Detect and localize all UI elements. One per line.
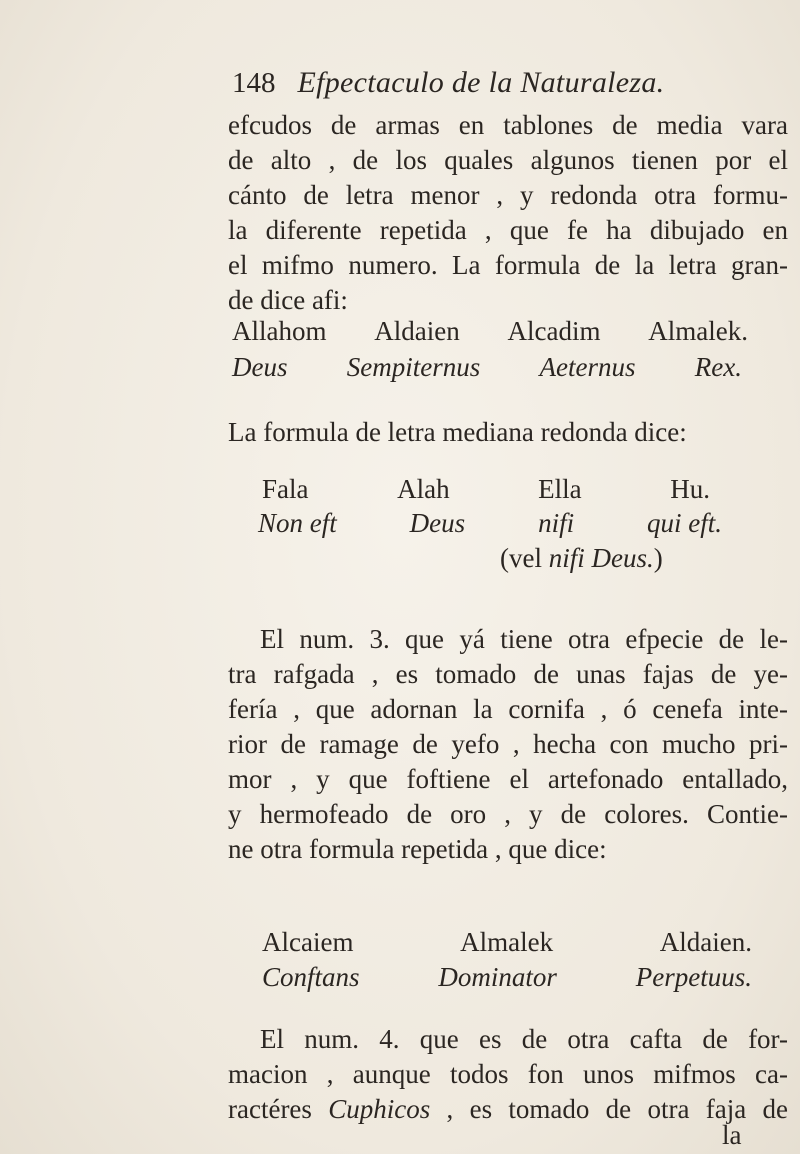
variant-text: nifi Deus. [548, 543, 654, 573]
formula-word: Alah [397, 474, 450, 504]
text-line: ne otra formula repetida , que dice: [228, 834, 607, 864]
italic-term: Cuphicos [328, 1094, 431, 1124]
formula-word: Sempiternus [346, 352, 481, 382]
text-line: cánto de letra menor , y redonda otra formu- [228, 180, 788, 210]
formula-word: Deus [232, 352, 288, 382]
formula-word: Deus [409, 508, 466, 538]
text-line: la diferente repetida , que fe ha dibujado en [228, 215, 788, 245]
formula-word: Non eft [258, 508, 337, 538]
text-line: mor , y que foftiene el artefonado entallado, [228, 764, 788, 794]
formula-word: Aldaien. [659, 927, 752, 957]
formula-1-arabic [232, 316, 748, 347]
formula-word: Aldaien [374, 316, 460, 346]
paragraph-2 [228, 415, 788, 450]
formula-1-latin [232, 352, 742, 383]
formula-word: Allahom [232, 316, 327, 346]
formula-word: Aeternus [539, 352, 636, 382]
formula-word: Fala [262, 474, 309, 504]
formula-word: Almalek [460, 927, 554, 957]
formula-word: Rex. [694, 352, 742, 382]
formula-word: Perpetuus. [635, 962, 752, 992]
text-line: tra rafgada , es tomado de unas fajas de ye- [228, 659, 788, 689]
formula-2-variant [500, 543, 740, 574]
page-number: 148 [232, 67, 276, 99]
formula-3-latin [262, 962, 752, 993]
text-line: macion , aunque todos fon unos mifmos ca- [228, 1059, 788, 1089]
formula-word: Almalek. [648, 316, 748, 346]
text-line: efcudos de armas en tablones de media vara [228, 110, 788, 140]
running-header [232, 66, 752, 100]
text-line [228, 1092, 788, 1127]
text-line: El num. 4. que es de otra cafta de for- [260, 1024, 788, 1054]
formula-word: Alcaiem [262, 927, 354, 957]
text-line: el mifmo numero. La formula de la letra gran- [228, 250, 788, 280]
variant-prefix: (vel [500, 543, 549, 573]
variant-suffix: ) [653, 543, 663, 573]
text-line: fería , que adornan la cornifa , ó cenefa inte- [228, 694, 788, 724]
text-line: de alto , de los quales algunos tienen por el [228, 145, 788, 175]
catchword: la [722, 1120, 742, 1150]
formula-word: Hu. [670, 474, 710, 504]
text-line: y hermofeado de oro , y de colores. Contie- [228, 799, 788, 829]
formula-word: qui eft. [646, 508, 722, 538]
paragraph-1 [228, 108, 788, 318]
paragraph-3 [228, 622, 788, 867]
paragraph-4 [228, 1022, 788, 1127]
formula-word: Conftans [262, 962, 360, 992]
formula-word: Alcadim [507, 316, 601, 346]
formula-word: nifi [538, 508, 575, 538]
text-run: ractéres [228, 1094, 329, 1124]
formula-word: Dominator [438, 962, 557, 992]
text-line: El num. 3. que yá tiene otra efpecie de le- [260, 624, 788, 654]
formula-2-arabic [262, 474, 710, 505]
formula-word: Ella [538, 474, 582, 504]
text-line: La formula de letra mediana redonda dice: [228, 417, 687, 447]
running-title: Efpectaculo de la Naturaleza. [297, 66, 665, 99]
formula-2-latin [258, 508, 722, 539]
text-run: , es tomado de otra faja de [430, 1094, 788, 1124]
text-line: rior de ramage de yefo , hecha con mucho pri- [228, 729, 788, 759]
formula-3-arabic [262, 927, 752, 958]
text-line: de dice afi: [228, 285, 348, 315]
